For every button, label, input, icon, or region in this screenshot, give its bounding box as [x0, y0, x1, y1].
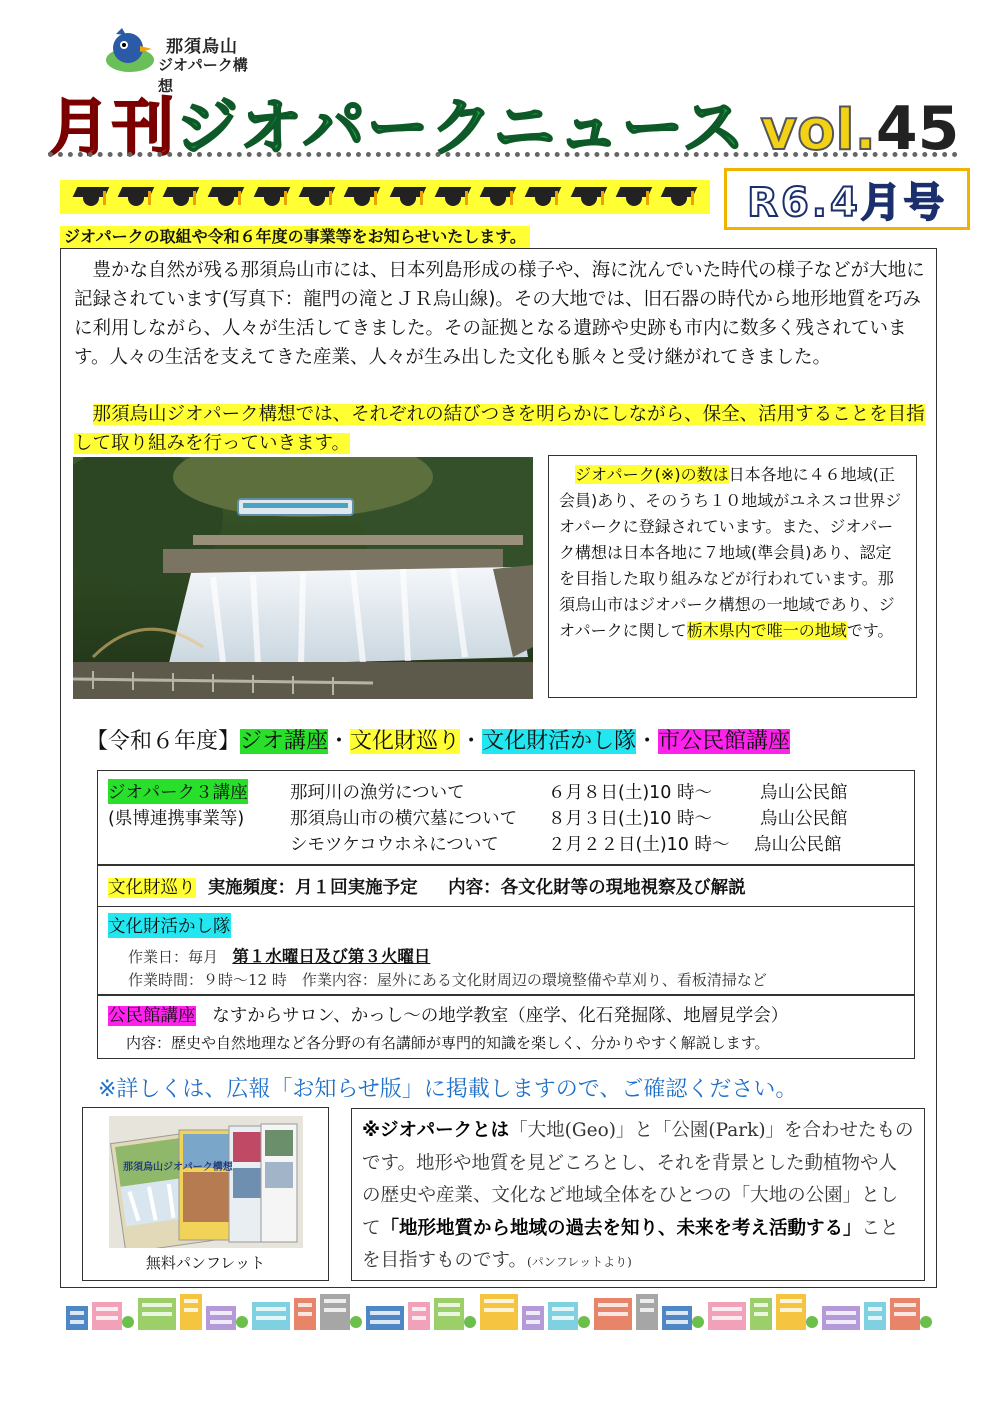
town-window	[754, 1303, 768, 1307]
lecture-date: ８月３日(土)10 時～	[548, 809, 712, 829]
program-tag-geo-lecture: ジオ講座	[240, 729, 329, 754]
pamphlet-photo	[109, 1116, 303, 1248]
masthead-vol-number: 45	[875, 94, 960, 164]
town-window	[256, 1316, 286, 1320]
subtitle: ジオパークの取組や令和６年度の事業等をお知らせいたします。	[60, 226, 530, 248]
graduation-cap-icon	[163, 185, 199, 209]
corps-workday: 第１水曜日及び第３火曜日	[232, 947, 431, 966]
town-window	[184, 1299, 198, 1303]
corps-label: 文化財活かし隊	[108, 913, 231, 938]
town-window	[412, 1316, 426, 1320]
geopark-logo	[100, 20, 260, 95]
cultural-tour-row	[108, 874, 746, 899]
lecture-row	[290, 805, 848, 830]
issue-label: R6.4月号	[747, 179, 947, 226]
lectures-box	[97, 770, 915, 865]
program-separator: ・	[636, 729, 659, 754]
town-window	[552, 1307, 574, 1311]
town-window	[484, 1299, 514, 1303]
graduation-cap-icon	[344, 185, 380, 209]
town-window	[142, 1312, 172, 1316]
info-text-2: です。	[846, 621, 894, 640]
details-note: ※詳しくは、広報「お知らせ版」に掲載しますので、ご確認ください。	[98, 1077, 798, 1102]
kominkan-box	[97, 995, 915, 1059]
town-window	[640, 1308, 654, 1312]
town-window	[370, 1320, 400, 1324]
cultural-tour-box	[97, 865, 915, 907]
town-window	[894, 1312, 916, 1316]
corps-box	[97, 907, 915, 995]
program-separator: ・	[328, 729, 351, 754]
town-tree	[920, 1316, 932, 1328]
town-window	[184, 1308, 198, 1312]
town-window	[70, 1320, 84, 1324]
definition-bold-phrase: 「地形地質から地域の過去を知り、未来を考え活動する」	[380, 1217, 862, 1239]
town-window	[370, 1311, 400, 1315]
masthead-vol-label: vol.	[760, 98, 876, 163]
town-building	[822, 1306, 860, 1330]
kominkan-detail: 内容：歴史や自然地理など各分野の有名講師が専門的知識を楽しく、分かりやすく解説します。	[126, 1034, 770, 1052]
bird-mascot-icon	[104, 26, 156, 74]
town-window	[712, 1307, 742, 1311]
town-window	[868, 1316, 882, 1320]
intro-paragraph-1: 豊かな自然が残る那須烏山市には、日本列島形成の様子や、海に沈んでいた時代の様子などが大地に記録されています(写真下：龍門の滝とＪＲ烏山線)。その大地では、旧石器の時代から地形地質を巧みに利用しながら、人々が生活してきました。その証拠となる遺跡や史跡も市内に数多く残されています。人々の生活を支えてきた産業、人々が生み出した文化も脈々と受け継がれてきました。	[74, 260, 925, 368]
town-window	[210, 1320, 232, 1324]
pamphlet-caption: 無料パンフレット	[145, 1254, 266, 1272]
town-window	[256, 1307, 286, 1311]
kominkan-title: なすからサロン、かっし～の地学教室（座学、化石発掘隊、地層見学会）	[212, 1006, 789, 1026]
graduation-cap-icon	[661, 185, 697, 209]
town-tree	[236, 1316, 248, 1328]
corps-workday-row	[128, 943, 430, 967]
town-window	[142, 1303, 172, 1307]
town-building	[66, 1306, 88, 1330]
corps-detail: 作業時間：９時～12 時 作業内容：屋外にある文化財周辺の環境整備や草刈り、看板清掃など	[128, 971, 767, 989]
lectures-sublabel: (県博連携事業等)	[108, 809, 245, 829]
town-tree	[692, 1316, 704, 1328]
lecture-date: ２月２２日(土)10 時～	[548, 835, 730, 855]
masthead-news: ジオパークニュース	[176, 91, 747, 164]
program-separator: ・	[460, 729, 483, 754]
definition-text-1: 「大地(Geo)」と「公園(Park)」を合わせたものです。地形や地質を見どころとし、それを背景とした動植物や人の歴史や産業、文化など地域全体をひとつの「大地の公園」として	[362, 1120, 914, 1239]
pamphlet-cover-text: 那須烏山ジオパーク構想	[123, 1162, 233, 1173]
town-window	[868, 1307, 882, 1311]
town-window	[70, 1311, 84, 1315]
town-window	[324, 1299, 346, 1303]
town-window	[96, 1316, 118, 1320]
masthead-title	[48, 78, 960, 164]
lecture-date: ６月８日(土)10 時～	[548, 783, 712, 803]
cultural-tour-frequency: 実施頻度：月１回実施予定	[207, 878, 418, 898]
corps-workday-label: 作業日：毎月	[128, 948, 219, 966]
town-tree	[122, 1316, 134, 1328]
town-building	[366, 1306, 404, 1330]
info-highlight-1: ジオパーク(※)の数は	[575, 465, 729, 484]
townscape-illustration	[66, 1290, 936, 1330]
town-window	[754, 1312, 768, 1316]
town-window	[712, 1316, 742, 1320]
town-window	[298, 1303, 312, 1307]
town-window	[780, 1308, 802, 1312]
graduation-cap-icon	[525, 185, 561, 209]
town-window	[780, 1299, 802, 1303]
lecture-title: 那須烏山市の横穴墓について	[290, 809, 518, 829]
town-tree	[806, 1316, 818, 1328]
graduation-cap-icon	[480, 185, 516, 209]
town-tree	[464, 1316, 476, 1328]
graduation-cap-icon	[390, 185, 426, 209]
program-tag-corps: 文化財活かし隊	[482, 729, 637, 754]
program-tag-cultural-tour: 文化財巡り	[350, 729, 461, 754]
town-building	[206, 1306, 236, 1330]
town-window	[438, 1312, 460, 1316]
town-window	[412, 1307, 426, 1311]
town-window	[96, 1307, 118, 1311]
town-window	[894, 1303, 916, 1307]
program-header	[86, 726, 790, 758]
lecture-venue: 烏山公民館	[760, 783, 848, 803]
program-tag-kominkan: 市公民館講座	[658, 729, 791, 754]
town-building	[522, 1306, 544, 1330]
town-window	[324, 1308, 346, 1312]
lecture-venue: 烏山公民館	[760, 809, 848, 829]
cultural-tour-label: 文化財巡り	[108, 878, 196, 898]
town-window	[666, 1320, 688, 1324]
lecture-title: シモツケコウホネについて	[290, 835, 499, 855]
town-window	[438, 1303, 460, 1307]
graduation-cap-icon	[208, 185, 244, 209]
town-tree	[578, 1316, 590, 1328]
definition-source-note: (パンフレットより)	[527, 1255, 632, 1269]
definition-text-2: ことを目指すものです。	[362, 1217, 899, 1271]
town-window	[298, 1312, 312, 1316]
lectures-label: ジオパーク３講座	[108, 779, 248, 804]
pamphlet-box	[82, 1107, 329, 1281]
town-window	[598, 1312, 628, 1316]
info-text-1: 日本各地に４６地域(正会員)あり、そのうち１０地域がユネスコ世界ジオパークに登録されています。また、ジオパーク構想は日本各地に７地域(準会員)あり、認定を目指した取り組みなどが行われています。那須烏山市はジオパーク構想の一地域であり、ジオパークに関して	[559, 465, 902, 640]
town-window	[552, 1316, 574, 1320]
town-window	[484, 1308, 514, 1312]
dotted-divider	[48, 152, 958, 169]
graduation-cap-icon	[73, 185, 109, 209]
waterfall-train-photo	[73, 457, 533, 699]
issue-label-box	[724, 168, 970, 230]
masthead-monthly: 月刊	[48, 91, 177, 164]
town-window	[526, 1311, 540, 1315]
geopark-definition-box	[351, 1108, 925, 1281]
graduation-cap-icon	[254, 185, 290, 209]
logo-line2: ジオパーク構想	[158, 56, 248, 95]
graduation-cap-icon	[435, 185, 471, 209]
graduation-cap-icon	[616, 185, 652, 209]
kominkan-row	[108, 1002, 788, 1027]
info-highlight-2: 栃木県内で唯一の地域	[686, 621, 847, 640]
town-window	[640, 1299, 654, 1303]
lecture-venue: 烏山公民館	[754, 835, 842, 855]
graduation-cap-icon	[571, 185, 607, 209]
town-building	[662, 1306, 692, 1330]
definition-heading: ※ジオパークとは	[362, 1120, 510, 1141]
town-window	[526, 1320, 540, 1324]
intro-paragraph-2	[74, 400, 926, 458]
lecture-row	[290, 779, 848, 804]
intro-highlight: 那須烏山ジオパーク構想では、それぞれの結びつきを明らかにしながら、保全、活用することを目指して取り組みを行っていきます。	[74, 404, 925, 454]
town-window	[666, 1311, 688, 1315]
town-window	[210, 1311, 232, 1315]
geopark-info-box	[548, 455, 917, 698]
graduation-cap-icon	[299, 185, 335, 209]
town-tree	[350, 1316, 362, 1328]
graduation-cap-strip	[60, 180, 710, 214]
cultural-tour-content: 内容：各文化財等の現地視察及び解説	[448, 878, 746, 898]
lecture-title: 那珂川の漁労について	[290, 783, 465, 803]
lecture-row	[290, 831, 842, 856]
town-window	[598, 1303, 628, 1307]
town-window	[826, 1311, 856, 1315]
graduation-cap-icon	[118, 185, 154, 209]
logo-line1: 那須烏山	[166, 37, 238, 57]
kominkan-label: 公民館講座	[108, 1006, 196, 1026]
town-window	[826, 1320, 856, 1324]
program-prefix: 【令和６年度】	[86, 729, 241, 754]
